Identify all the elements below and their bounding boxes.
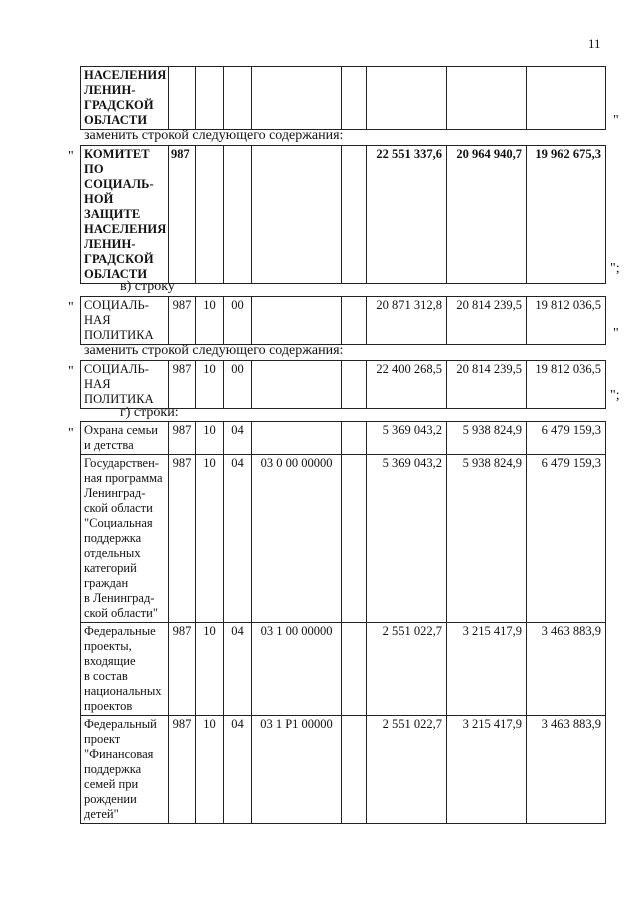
row-name: Федеральный проект "Финансовая поддержка семей при рождении детей" [81,716,169,824]
row-name: СОЦИАЛЬ- НАЯ ПОЛИТИКА [81,297,169,345]
value-cell: 3 463 883,9 [527,716,606,824]
replace-instruction: заменить строкой следующего содержания: [84,128,344,143]
close-quote: "; [610,388,620,403]
code-cell: 987 [169,623,196,716]
close-quote: " [613,113,619,128]
table-block-1 [80,66,606,130]
section-cell: 10 [196,297,224,345]
section-cell: 10 [196,455,224,623]
value-cell: 19 812 036,5 [527,297,606,345]
value-cell: 20 964 940,7 [447,146,527,284]
row-name: Государствен- ная программа Ленинград- ской области "Социальная поддержка отдельных категорий граждан в Ленинград- ской области" [81,455,169,623]
code-cell: 987 [169,361,196,409]
value-cell: 5 938 824,9 [447,422,527,455]
subsection-cell: 04 [224,422,252,455]
table-row [81,455,606,623]
table-row [81,623,606,716]
replace-instruction: заменить строкой следующего содержания: [84,343,344,358]
row-name: СОЦИАЛЬ- НАЯ ПОЛИТИКА [81,361,169,409]
table-block-2 [80,145,606,284]
open-quote: " [68,300,74,315]
value-cell: 20 814 239,5 [447,297,527,345]
value-cell: 3 215 417,9 [447,623,527,716]
value-cell: 19 962 675,3 [527,146,606,284]
value-cell: 2 551 022,7 [367,716,447,824]
value-cell: 19 812 036,5 [527,361,606,409]
value-cell: 5 369 043,2 [367,455,447,623]
row-name: НАСЕЛЕНИЯ ЛЕНИН- ГРАДСКОЙ ОБЛАСТИ [81,67,169,130]
section-cell: 10 [196,422,224,455]
open-quote: " [68,149,74,164]
page-number: 11 [588,36,601,51]
code-cell: 987 [169,146,196,284]
table-block-4 [80,360,606,409]
subsection-cell: 00 [224,297,252,345]
target-article-cell: 03 1 P1 00000 [252,716,342,824]
code-cell: 987 [169,422,196,455]
table-block-3 [80,296,606,345]
value-cell: 3 463 883,9 [527,623,606,716]
section-label: г) строки: [120,405,179,420]
value-cell: 20 814 239,5 [447,361,527,409]
close-quote: " [613,326,619,341]
subsection-cell: 04 [224,716,252,824]
value-cell: 20 871 312,8 [367,297,447,345]
row-name: Охрана семьи и детства [81,422,169,455]
subsection-cell: 04 [224,623,252,716]
value-cell: 2 551 022,7 [367,623,447,716]
value-cell: 22 400 268,5 [367,361,447,409]
subsection-cell: 04 [224,455,252,623]
value-cell: 6 479 159,3 [527,455,606,623]
row-name: КОМИТЕТ ПО СОЦИАЛЬ- НОЙ ЗАЩИТЕ НАСЕЛЕНИЯ ЛЕНИН- ГРАДСКОЙ ОБЛАСТИ [81,146,169,284]
section-cell: 10 [196,361,224,409]
code-cell: 987 [169,455,196,623]
section-cell: 10 [196,623,224,716]
value-cell: 3 215 417,9 [447,716,527,824]
value-cell: 22 551 337,6 [367,146,447,284]
value-cell: 5 938 824,9 [447,455,527,623]
section-label: в) строку [120,279,175,294]
target-article-cell: 03 0 00 00000 [252,455,342,623]
section-cell: 10 [196,716,224,824]
table-block-5 [80,421,606,824]
target-article-cell [252,422,342,455]
close-quote: "; [610,261,620,276]
subsection-cell: 00 [224,361,252,409]
row-name: Федеральные проекты, входящие в состав национальных проектов [81,623,169,716]
table-row [81,716,606,824]
value-cell: 5 369 043,2 [367,422,447,455]
value-cell: 6 479 159,3 [527,422,606,455]
open-quote: " [68,364,74,379]
code-cell: 987 [169,716,196,824]
open-quote: " [68,426,74,441]
target-article-cell: 03 1 00 00000 [252,623,342,716]
code-cell: 987 [169,297,196,345]
table-row [81,422,606,455]
